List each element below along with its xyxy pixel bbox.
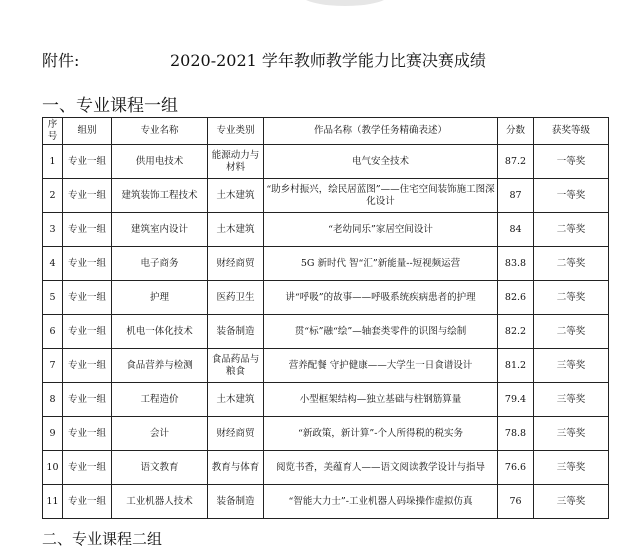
table-row: [43, 485, 609, 519]
table-row: [43, 315, 609, 349]
cell-score: 76: [498, 485, 534, 519]
col-header-no: 序号: [43, 118, 63, 145]
table-row: [43, 145, 609, 179]
cell-major: 会计: [112, 417, 208, 451]
table-row: [43, 281, 609, 315]
col-header-group: 组别: [63, 118, 112, 145]
cell-category: 能源动力与材料: [208, 145, 264, 179]
cell-score: 76.6: [498, 451, 534, 485]
cell-score: 79.4: [498, 383, 534, 417]
cell-major: 工业机器人技术: [112, 485, 208, 519]
cell-no: 6: [43, 315, 63, 349]
cell-category: 土木建筑: [208, 213, 264, 247]
cell-work: 营养配餐 守护健康——大学生一日食谱设计: [264, 349, 498, 383]
cell-major: 语文教育: [112, 451, 208, 485]
cell-category: 医药卫生: [208, 281, 264, 315]
table-row: [43, 247, 609, 281]
table-row: [43, 417, 609, 451]
attachment-label: 附件:: [42, 51, 80, 70]
cell-work: 阅览书香，美蕴育人——语文阅读教学设计与指导: [264, 451, 498, 485]
cell-no: 9: [43, 417, 63, 451]
cell-no: 4: [43, 247, 63, 281]
cell-group: 专业一组: [63, 145, 112, 179]
cell-score: 82.2: [498, 315, 534, 349]
cell-no: 2: [43, 179, 63, 213]
table-row: [43, 349, 609, 383]
col-header-major: 专业名称: [112, 118, 208, 145]
cell-score: 83.8: [498, 247, 534, 281]
cell-award: 二等奖: [534, 247, 609, 281]
cell-score: 81.2: [498, 349, 534, 383]
cell-award: 三等奖: [534, 485, 609, 519]
col-header-category: 专业类别: [208, 118, 264, 145]
table-row: [43, 213, 609, 247]
document-title: 2020-2021 学年教师教学能力比赛决赛成绩: [170, 51, 486, 70]
next-section-title: 二、专业课程二组: [42, 530, 163, 548]
cell-group: 专业一组: [63, 383, 112, 417]
cell-category: 食品药品与粮食: [208, 349, 264, 383]
cell-award: 二等奖: [534, 315, 609, 349]
col-header-award: 获奖等级: [534, 118, 609, 145]
cell-category: 装备制造: [208, 485, 264, 519]
cell-major: 建筑室内设计: [112, 213, 208, 247]
cell-work: 讲“呼吸”的故事——呼吸系统疾病患者的护理: [264, 281, 498, 315]
cell-no: 7: [43, 349, 63, 383]
cell-group: 专业一组: [63, 281, 112, 315]
cell-award: 三等奖: [534, 383, 609, 417]
cell-no: 3: [43, 213, 63, 247]
table-row: [43, 451, 609, 485]
cell-no: 11: [43, 485, 63, 519]
cell-award: 三等奖: [534, 451, 609, 485]
cell-major: 工程造价: [112, 383, 208, 417]
cell-category: 土木建筑: [208, 179, 264, 213]
cell-major: 机电一体化技术: [112, 315, 208, 349]
cell-award: 三等奖: [534, 349, 609, 383]
cell-work: “助乡村振兴，绘民居蓝图”——住宅空间装饰施工图深化设计: [264, 179, 498, 213]
col-header-work: 作品名称（教学任务精确表述）: [264, 118, 498, 145]
cell-group: 专业一组: [63, 485, 112, 519]
cell-major: 护理: [112, 281, 208, 315]
results-table: [42, 117, 609, 519]
cell-score: 82.6: [498, 281, 534, 315]
cell-award: 三等奖: [534, 417, 609, 451]
cell-group: 专业一组: [63, 247, 112, 281]
cell-score: 84: [498, 213, 534, 247]
cell-group: 专业一组: [63, 417, 112, 451]
cell-major: 食品营养与检测: [112, 349, 208, 383]
cell-group: 专业一组: [63, 349, 112, 383]
cell-group: 专业一组: [63, 213, 112, 247]
cell-award: 一等奖: [534, 179, 609, 213]
cell-work: “新政策，新计算”-个人所得税的税实务: [264, 417, 498, 451]
cell-group: 专业一组: [63, 451, 112, 485]
cell-category: 财经商贸: [208, 417, 264, 451]
table-header-row: [43, 118, 609, 145]
cell-group: 专业一组: [63, 179, 112, 213]
cell-work: 小型框架结构—独立基础与柱钢筋算量: [264, 383, 498, 417]
cell-score: 87: [498, 179, 534, 213]
section-title: 一、专业课程一组: [42, 96, 178, 116]
cell-work: “智能大力士”-工业机器人码垛操作虚拟仿真: [264, 485, 498, 519]
cell-score: 87.2: [498, 145, 534, 179]
col-header-score: 分数: [498, 118, 534, 145]
cell-work: “老幼同乐”家居空间设计: [264, 213, 498, 247]
table-body: [43, 145, 609, 519]
cell-category: 教育与体育: [208, 451, 264, 485]
cell-no: 5: [43, 281, 63, 315]
cell-major: 建筑装饰工程技术: [112, 179, 208, 213]
cell-major: 供用电技术: [112, 145, 208, 179]
cell-work: 5G 新时代 智“汇”新能量--短视频运营: [264, 247, 498, 281]
cell-major: 电子商务: [112, 247, 208, 281]
cell-no: 10: [43, 451, 63, 485]
cell-score: 78.8: [498, 417, 534, 451]
top-shadow-decoration: [300, 0, 390, 6]
cell-work: 电气安全技术: [264, 145, 498, 179]
cell-award: 二等奖: [534, 281, 609, 315]
cell-category: 财经商贸: [208, 247, 264, 281]
cell-no: 1: [43, 145, 63, 179]
cell-category: 土木建筑: [208, 383, 264, 417]
cell-work: 贯“标”融“绘”—轴套类零件的识图与绘制: [264, 315, 498, 349]
cell-award: 一等奖: [534, 145, 609, 179]
table-row: [43, 179, 609, 213]
table-row: [43, 383, 609, 417]
cell-category: 装备制造: [208, 315, 264, 349]
cell-group: 专业一组: [63, 315, 112, 349]
cell-award: 二等奖: [534, 213, 609, 247]
cell-no: 8: [43, 383, 63, 417]
